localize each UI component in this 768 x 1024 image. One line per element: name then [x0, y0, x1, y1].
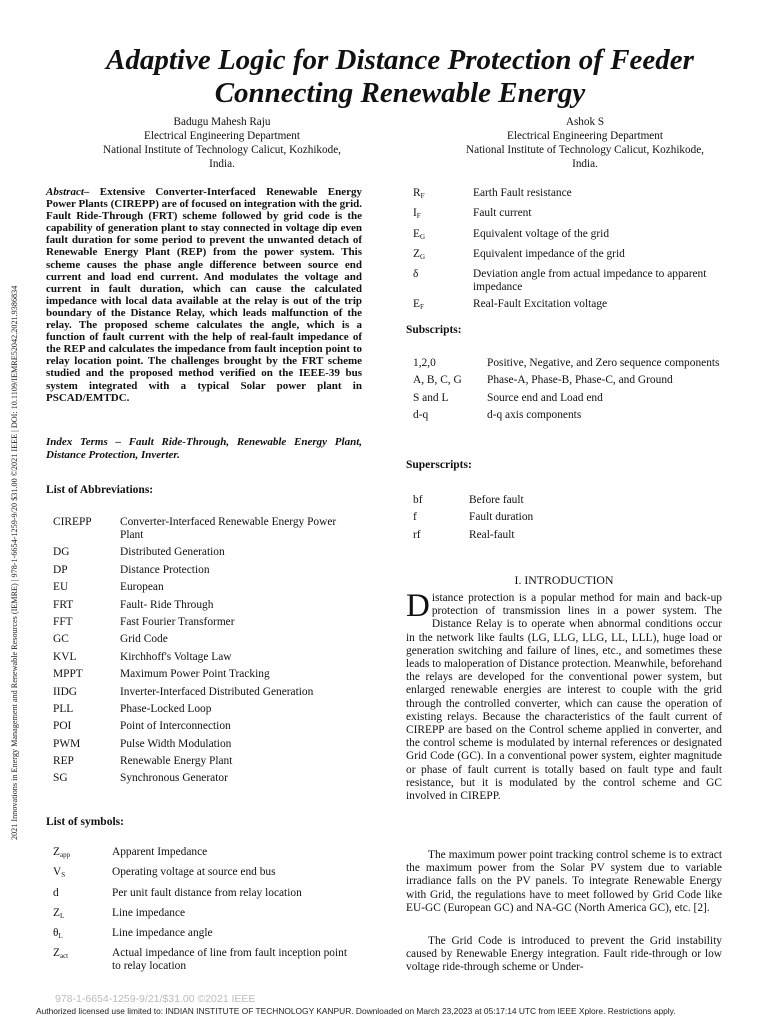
term: CIREPP	[53, 516, 92, 528]
intro-paragraph-3: The Grid Code is introduced to prevent the Grid instability caused by Renewable Energy integration. Fault ride-through or low voltage ride-through scheme or Under-	[406, 935, 722, 974]
definition: European	[120, 581, 164, 594]
symbol-base: Z	[413, 247, 420, 260]
symbol	[53, 947, 112, 977]
subscript-row	[413, 409, 723, 426]
abbreviation-row	[53, 703, 355, 720]
definition: Distributed Generation	[120, 546, 225, 559]
superscripts-table	[413, 494, 613, 546]
author-block-2	[420, 115, 750, 171]
superscripts-heading: Superscripts:	[406, 459, 472, 471]
symbols-heading: List of symbols:	[46, 816, 124, 828]
symbol	[53, 907, 112, 927]
definition: Maximum Power Point Tracking	[120, 668, 270, 681]
term: DG	[53, 546, 70, 559]
definition: Positive, Negative, and Zero sequence components	[487, 357, 720, 369]
title-line-2: Connecting Renewable Energy	[214, 77, 586, 109]
symbol-meaning: Earth Fault resistance	[473, 187, 572, 199]
definition: Fast Fourier Transformer	[120, 615, 235, 628]
term: MPPT	[53, 668, 83, 681]
abbreviation-row	[53, 546, 355, 563]
author-name: Badugu Mahesh Raju	[173, 116, 271, 128]
definition: Grid Code	[120, 633, 168, 646]
definition: Real-fault	[469, 528, 515, 541]
side-citation-text: 2021 Innovations in Energy Management and Renewable Resources (IEMRE) | 978-1-6654-1259-9/20 $31.00 ©2021 IEEE | DOI: 10.1109/IEMRE52042.2021.9386834	[10, 285, 19, 840]
term: rf	[413, 528, 421, 541]
definition: Distance Protection	[120, 563, 210, 576]
superscript-row	[413, 494, 613, 511]
footer-copyright: 978-1-6654-1259-9/21/$31.00 ©2021 IEEE	[55, 993, 256, 1005]
symbol-row	[53, 947, 355, 977]
author-institution: National Institute of Technology Calicut, Kozhikode,	[103, 144, 341, 156]
definition: Inverter-Interfaced Distributed Generation	[120, 685, 314, 698]
symbol-subscript: S	[61, 871, 66, 880]
drop-cap: D	[406, 588, 430, 624]
definition: Pulse Width Modulation	[120, 737, 232, 750]
abbreviation-row	[53, 686, 355, 703]
term: EU	[53, 581, 69, 594]
definition: d-q axis components	[487, 408, 582, 421]
symbol	[413, 298, 473, 318]
symbol	[53, 927, 112, 947]
superscript-row	[413, 529, 613, 546]
term: S and L	[413, 391, 449, 404]
term: FRT	[53, 598, 74, 611]
term: DP	[53, 563, 68, 576]
symbol-subscript: L	[59, 911, 65, 920]
symbol-row	[53, 846, 355, 866]
symbol	[413, 268, 473, 298]
definition: Kirchhoff's Voltage Law	[120, 650, 232, 663]
symbol-meaning: Real-Fault Excitation voltage	[473, 298, 608, 311]
symbol	[53, 887, 112, 907]
symbol	[413, 207, 473, 227]
author-department: Electrical Engineering Department	[507, 130, 663, 142]
subscript-row	[413, 357, 723, 374]
symbol-meaning: Line impedance angle	[112, 927, 213, 940]
symbol	[413, 228, 473, 248]
intro-paragraph-1	[406, 588, 722, 803]
abbreviation-row	[53, 616, 355, 633]
definition: Phase-Locked Loop	[120, 702, 212, 715]
symbol-row	[53, 887, 355, 907]
symbol-base: θ	[53, 927, 59, 940]
section-heading-introduction: I. INTRODUCTION	[514, 573, 614, 587]
abbreviation-row	[53, 651, 355, 668]
intro-paragraph-1-text: istance protection is a popular method for main and back-up protection of transmission lines in a power system. The Distance Relay is to operate when abnormal conditions occur in the network like faults (LG, LLG, LLG, LL, LLL), huge load or generation switching and failure of lines, etc., and sometimes these leads to maloperation of Distance protection. Meanwhile, beforehand the relays are developed for the conventional power system, but enlarged renewable energies are interest to couple with the grid through the controlled converter, which can cause the operation of existing relays. Because the characteristics of the fault current of CIREPP are based on the Control scheme applied in converter, and the control scheme is modulated by internal references or designated Grid Code (GC). In a conventional power system, eighter magnitude or phase of fault current is totally based on fault type and fault resistance, but it is modulated by the control scheme and GC involved in CIREPP.	[406, 592, 722, 803]
symbol-base: δ	[413, 268, 419, 281]
author-country: India.	[209, 158, 235, 170]
symbol-base: I	[413, 207, 417, 220]
symbol-subscript: F	[416, 212, 421, 221]
symbol-row	[413, 298, 723, 318]
symbol	[413, 187, 473, 207]
symbols-table	[53, 846, 355, 978]
term: POI	[53, 720, 72, 733]
definition: Converter-Interfaced Renewable Energy Power Plant	[120, 516, 337, 541]
symbol-row	[413, 248, 723, 268]
term: REP	[53, 755, 74, 768]
abstract-label: Abstract–	[46, 186, 90, 198]
abstract	[46, 186, 362, 404]
subscript-row	[413, 374, 723, 391]
abbreviation-row	[53, 599, 355, 616]
term: IIDG	[53, 685, 78, 698]
term: GC	[53, 633, 69, 646]
author-name: Ashok S	[565, 116, 605, 128]
symbol-meaning: Fault current	[473, 207, 532, 220]
abstract-body: Extensive Converter-Interfaced Renewable Energy Power Plants (CIREPP) are of focused on integration with the grid. Fault Ride-Through (FRT) scheme followed by grid code is the capability of generation plant to stay connected in voltage dip even fault duration for some period to prevent the unwanted detach of Renewable Energy Plant (REP) from the power system. This scheme causes the phase angle difference between source end current and load end current. And modulates the voltage and current in fault duration, which can cause the calculated impedance with local data available at the relay is out of the trip boundary of the Distance Relay, which leads malfunction of the relay. The proposed scheme calculates the angle, which is a function of fault current with the help of real-fault impedance of the REP and calculates the impedance from fault inception point to relay location point. The challenges brought by the FRT scheme studied and the proposed method verified on the IEEE-39 bus system integrated with a typical Solar power plant in PSCAD/EMTDC.	[46, 186, 362, 404]
symbol-subscript: F	[419, 303, 424, 312]
symbol-subscript: F	[420, 192, 425, 200]
side-citation	[10, 285, 24, 850]
symbol-meaning: Actual impedance of line from fault inception point to relay location	[112, 947, 348, 973]
symbol-row	[53, 866, 355, 886]
abbreviation-row	[53, 668, 355, 685]
abbreviation-row	[53, 581, 355, 598]
paper-title	[40, 44, 760, 110]
symbol-meaning: Equivalent impedance of the grid	[473, 247, 625, 260]
definition: Before fault	[469, 494, 524, 506]
abbreviations-heading: List of Abbreviations:	[46, 484, 154, 496]
symbol-base: E	[413, 227, 420, 240]
symbol-row	[413, 228, 723, 248]
abbreviation-row	[53, 772, 355, 789]
symbol-meaning: Line impedance	[112, 906, 186, 919]
definition: Renewable Energy Plant	[120, 755, 233, 768]
symbol-base: Z	[53, 947, 60, 960]
abbreviation-row	[53, 633, 355, 650]
symbol-subscript: G	[419, 252, 426, 261]
symbol-meaning: Apparent Impedance	[112, 846, 208, 858]
definition: Phase-A, Phase-B, Phase-C, and Ground	[487, 374, 673, 387]
author-institution: National Institute of Technology Calicut, Kozhikode,	[466, 144, 704, 156]
footer-license: Authorized licensed use limited to: INDIAN INSTITUTE OF TECHNOLOGY KANPUR. Downloaded on March 23,2023 at 05:17:14 UTC from IEEE Xplore. Restrictions apply.	[36, 1006, 676, 1016]
term: 1,2,0	[413, 357, 436, 369]
intro-paragraph-2: The maximum power point tracking control scheme is to extract the maximum power from the Solar PV system due to variable irradiance falls on the PV panels. To integrate Renewable Energy with Grid, the regulations have to meet followed by Grid Code like EU-GC (European GC) and NA-GC (North America GC), etc. [2].	[406, 849, 722, 914]
symbol-subscript: L	[58, 932, 63, 941]
subscripts-heading: Subscripts:	[406, 324, 462, 336]
symbol-base: V	[53, 866, 62, 879]
symbols-table-continued	[413, 187, 723, 319]
term: PWM	[53, 737, 81, 750]
symbol-row	[413, 268, 723, 298]
term: KVL	[53, 650, 77, 663]
symbol-base: E	[413, 298, 420, 311]
symbol-subscript: G	[419, 232, 426, 241]
symbol	[413, 248, 473, 268]
definition: Synchronous Generator	[120, 772, 228, 785]
index-terms: Index Terms – Fault Ride-Through, Renewable Energy Plant, Distance Protection, Inverter.	[46, 436, 362, 461]
superscript-row	[413, 511, 613, 528]
definition: Point of Interconnection	[120, 720, 231, 733]
symbol-row	[53, 907, 355, 927]
symbol-meaning: Operating voltage at source end bus	[112, 866, 276, 879]
subscripts-table	[413, 357, 723, 426]
symbol-base: Z	[53, 906, 60, 919]
author-country: India.	[572, 158, 598, 170]
symbol-base: d	[53, 886, 59, 899]
definition: Fault- Ride Through	[120, 598, 214, 611]
abbreviation-row	[53, 720, 355, 737]
symbol-row	[413, 187, 723, 207]
definition: Fault duration	[469, 511, 534, 524]
term: PLL	[53, 702, 74, 715]
symbol-subscript: app	[59, 851, 71, 859]
term: SG	[53, 772, 68, 785]
symbol-meaning: Deviation angle from actual impedance to apparent impedance	[473, 268, 707, 294]
term: FFT	[53, 615, 73, 628]
subscript-row	[413, 392, 723, 409]
symbol-subscript: act	[59, 952, 69, 961]
abbreviation-row	[53, 738, 355, 755]
symbol-row	[53, 927, 355, 947]
abbreviation-row	[53, 516, 355, 546]
symbol-meaning: Equivalent voltage of the grid	[473, 227, 610, 240]
abbreviation-row	[53, 755, 355, 772]
term: d-q	[413, 408, 429, 421]
abbreviations-table	[53, 516, 355, 790]
title-line-1: Adaptive Logic for Distance Protection of Feeder	[106, 44, 694, 76]
author-block-1	[62, 115, 382, 171]
symbol-row	[413, 207, 723, 227]
term: bf	[413, 494, 423, 506]
abbreviation-row	[53, 564, 355, 581]
symbol-base: Z	[53, 846, 60, 858]
term: A, B, C, G	[413, 374, 462, 387]
symbol	[53, 846, 112, 866]
definition: Source end and Load end	[487, 391, 603, 404]
symbol-base: R	[413, 187, 421, 199]
symbol-meaning: Per unit fault distance from relay location	[112, 886, 302, 899]
term: f	[413, 511, 417, 524]
author-department: Electrical Engineering Department	[144, 130, 300, 142]
symbol	[53, 866, 112, 886]
